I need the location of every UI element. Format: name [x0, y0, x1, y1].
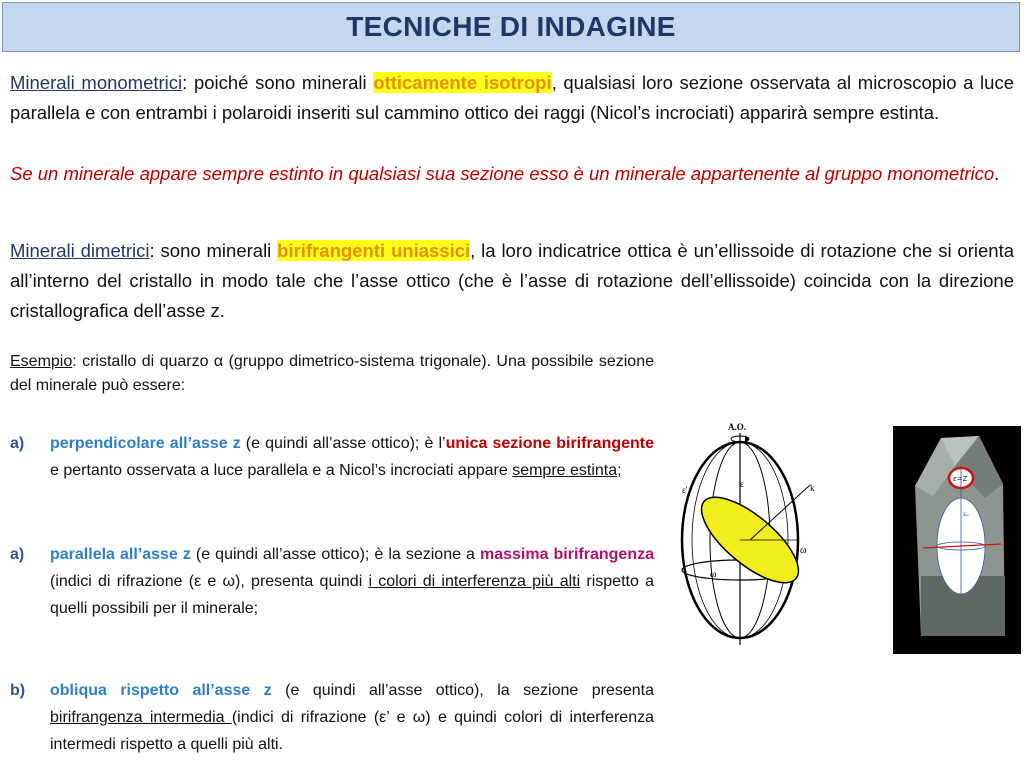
conclusion-end: . — [994, 163, 1000, 184]
label-omega-right: ω — [800, 545, 807, 556]
term-monometrici: Minerali monometrici — [10, 72, 183, 93]
item1-red: unica sezione birifrangente — [445, 435, 655, 452]
list-marker: a) — [10, 546, 25, 563]
item3-blue: obliqua rispetto all’asse z — [50, 682, 272, 699]
p1-text-a: : poiché sono minerali — [182, 72, 374, 93]
quartz-crystal-photo — [893, 426, 1021, 654]
k-direction-line — [750, 485, 810, 540]
page-title: TECNICHE DI INDAGINE — [346, 11, 676, 42]
item1-t1: (e quindi all’asse ottico); è l’ — [240, 435, 446, 452]
title-bar — [2, 2, 1020, 52]
list-item-text — [50, 677, 654, 758]
label-k: k — [810, 483, 815, 493]
item3-t1: (e quindi all’asse ottico), la sezione presenta — [271, 682, 654, 699]
example-text: : cristallo di quarzo α (gruppo dimetrico-sistema trigonale). Una possibile sezione del minerale può essere: — [10, 353, 654, 394]
item1-t3: ; — [617, 462, 622, 479]
label-omega-left: ω — [710, 569, 717, 580]
conclusion-red-text: Se un minerale appare sempre estinto in qualsiasi sua sezione esso è un minerale appartenente al gruppo monometrico — [10, 163, 995, 184]
item2-blue: parallela all’asse z — [50, 546, 191, 563]
list-item-text — [50, 541, 654, 622]
item2-t3: rispetto a quelli possibili per il minerale; — [50, 573, 654, 617]
item1-blue: perpendicolare all’asse z — [50, 435, 241, 452]
paragraph-conclusion — [10, 159, 1014, 189]
item2-t2: (indici di rifrazione (ε e ω), presenta quindi — [50, 573, 369, 590]
paragraph-monometrici — [10, 68, 1014, 128]
list-item — [10, 677, 654, 761]
list-item-text — [50, 430, 654, 484]
item1-t2: e pertanto osservata a luce parallela e a Nicol’s incrociati appare — [50, 462, 513, 479]
list-marker: b) — [10, 682, 26, 699]
paragraph-dimetrici — [10, 236, 1014, 326]
example-paragraph — [10, 350, 654, 398]
item2-underline: i colori di interferenza più alti — [368, 573, 581, 590]
axis-label: A.O. — [728, 422, 746, 432]
label-eps-prime: ε' — [682, 485, 688, 495]
p3-text-a: : sono minerali — [149, 240, 278, 261]
term-dimetrici: Minerali dimetrici — [10, 240, 150, 261]
list-item — [10, 430, 654, 520]
item2-magenta: massima birifrangenza — [479, 546, 654, 563]
list-marker: a) — [10, 435, 25, 452]
p1-text-b: , qualsiasi loro sezione osservata al microscopio a luce parallela e con entrambi i polaroidi inseriti sul cammino ottico dei raggi (Nicol’s incrociati) apparirà sempre estinta. — [10, 72, 1014, 123]
item3-t2: (indici di rifrazione (ε’ e ω) e quindi colori di interferenza intermedi rispetto a quelli più alti. — [50, 709, 655, 753]
list-item — [10, 541, 654, 651]
highlight-birifrangenti-uniassici: birifrangenti uniassici — [277, 240, 471, 261]
photo-label-top: ε=Z — [953, 475, 968, 483]
item1-underline: sempre estinta — [512, 462, 618, 479]
label-eps: ε — [740, 479, 744, 489]
highlight-otticamente-isotropi: otticamente isotropi — [373, 72, 552, 93]
photo-label-mid: εₚ — [963, 511, 969, 518]
indicatrix-diagram — [670, 415, 840, 655]
p3-text-b: , la loro indicatrice ottica è un’ellissoide di rotazione che si orienta all’interno del cristallo in modo tale che l’asse ottico (che è l’asse di rotazione dell’ellissoide) coincida con la direzione cristallografica dell’asse z. — [10, 240, 1014, 321]
item2-t1: (e quindi all’asse ottico); è la sezione a — [190, 546, 480, 563]
example-label: Esempio — [10, 353, 73, 370]
item3-underline: birifrangenza intermedia — [50, 709, 232, 726]
